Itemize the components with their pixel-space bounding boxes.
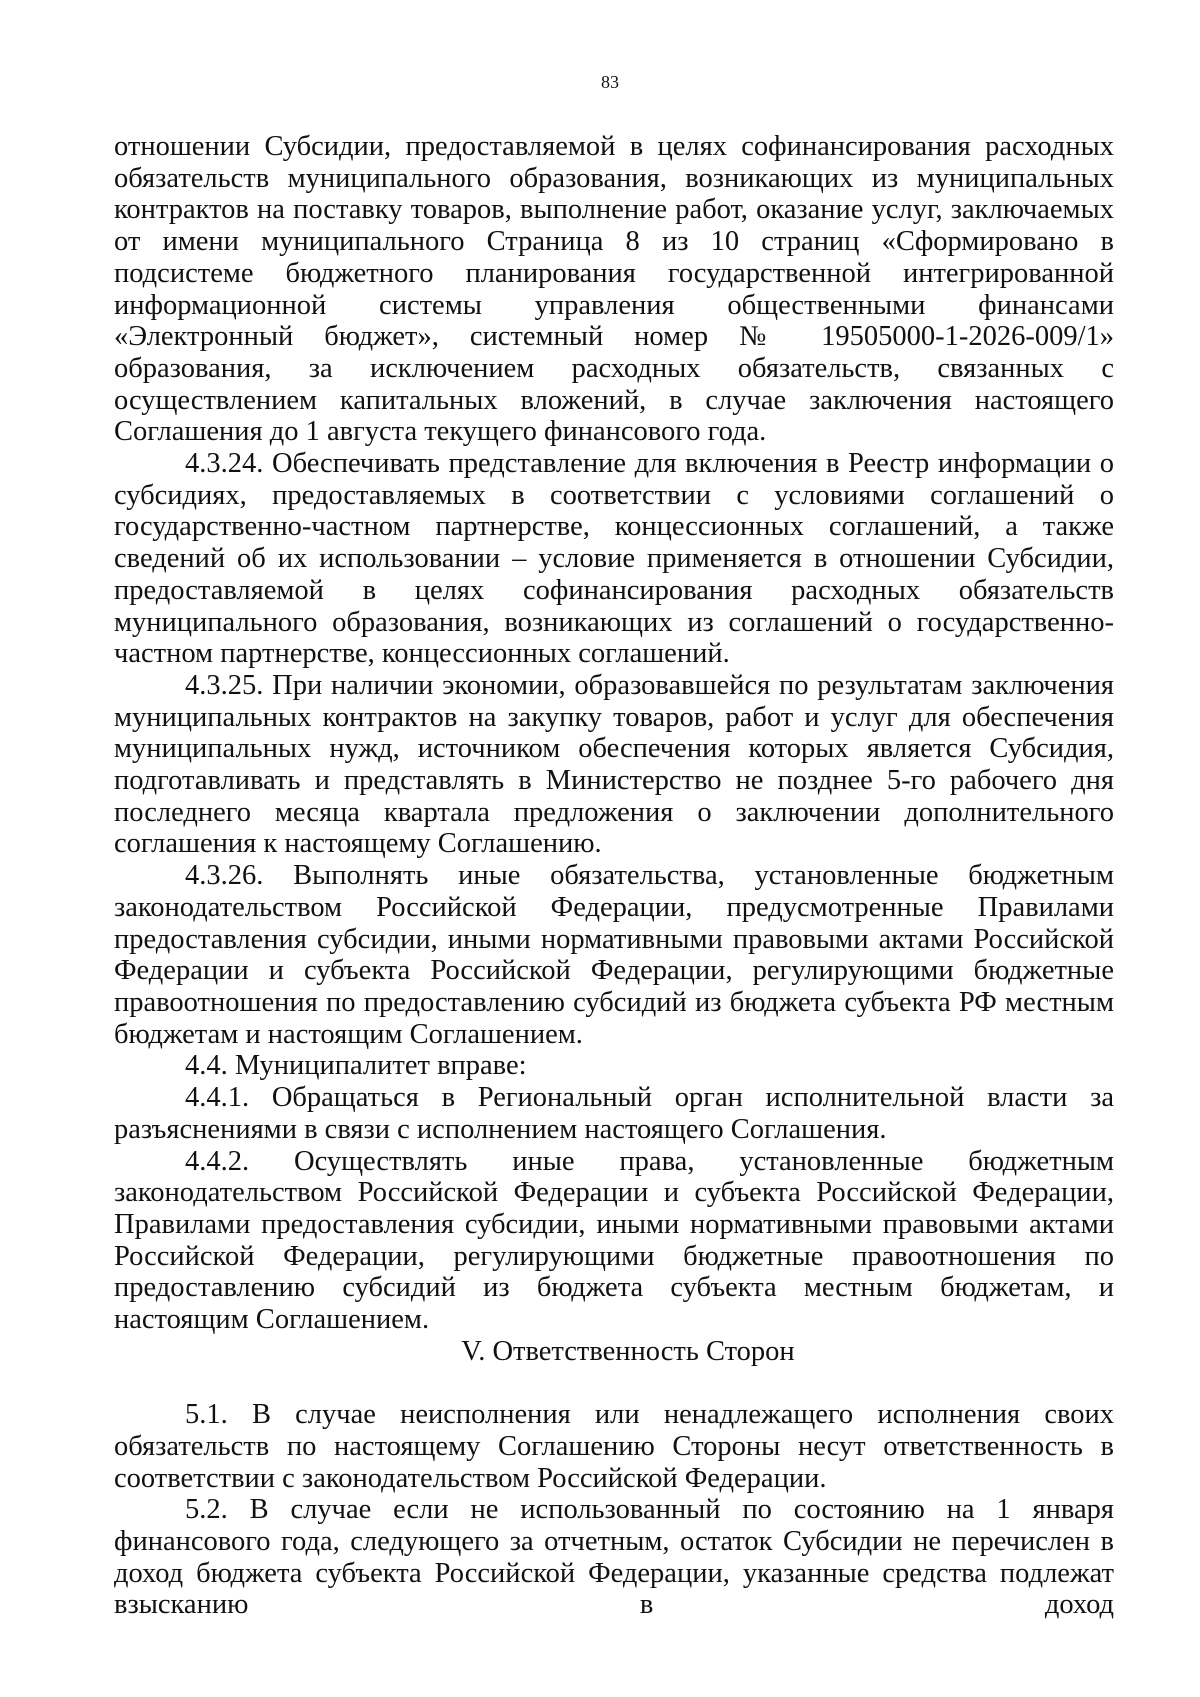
paragraph-4-4-1: 4.4.1. Обращаться в Региональный орган исполнительной власти за разъяснениями в связи с исполнением настоящего Соглашения. — [114, 1082, 1114, 1145]
paragraph-4-3-26: 4.3.26. Выполнять иные обязательства, установленные бюджетным законодательством Российской Федерации, предусмотренные Правилами предоставления субсидии, иными нормативными правовыми актами Российской Федерации и субъекта Российской Федерации, регулирующими бюджетные правоотношения по предоставлению субсидий из бюджета субъекта РФ местным бюджетам и настоящим Соглашением. — [114, 860, 1114, 1050]
paragraph-4-4-2: 4.4.2. Осуществлять иные права, установленные бюджетным законодательством Российской Федерации и субъекта Российской Федерации, Правилами предоставления субсидии, иными нормативными правовыми актами Российской Федерации, регулирующими бюджетные правоотношения по предоставлению субсидий из бюджета субъекта местным бюджетам, и настоящим Соглашением. — [114, 1145, 1114, 1336]
paragraph-4-4: 4.4. Муниципалитет вправе: — [185, 1050, 527, 1082]
paragraph-4-3-24: 4.3.24. Обеспечивать представление для включения в Реестр информации о субсидиях, предоставляемых в соответствии с условиями соглашений о государственно-частном партнерстве, концессионных соглашений, а также сведений об их использовании – условие применяется в отношении Субсидии, предоставляемой в целях софинансирования расходных обязательств муниципального образования, возникающих из соглашений о государственно-частном партнерстве, концессионных соглашений. — [114, 448, 1114, 670]
page-number: 83 — [601, 72, 619, 92]
paragraph-continuation: отношении Субсидии, предоставляемой в целях софинансирования расходных обязательств муниципального образования, возникающих из муниципальных контрактов на поставку товаров, выполнение работ, оказание услуг, заключаемых от имени муниципального Страница 8 из 10 страниц «Сформировано в подсистеме бюджетного планирования государственной интегрированной информационной системы управления общественными финансами «Электронный бюджет», системный номер № 19505000-1-2026-009/1» образования, за исключением расходных обязательств, связанных с осуществлением капитальных вложений, в случае заключения настоящего Соглашения до 1 августа текущего финансового года. — [114, 131, 1114, 448]
paragraph-5-2: 5.2. В случае если не использованный по состоянию на 1 января финансового года, следующего за отчетным, остаток Субсидии не перечислен в доход бюджета субъекта Российской Федерации, указанные средства подлежат взысканию в доход — [114, 1494, 1114, 1621]
section-heading: V. Ответственность Сторон — [461, 1335, 795, 1367]
document-body — [114, 131, 1114, 1621]
paragraph-4-3-25: 4.3.25. При наличии экономии, образовавшейся по результатам заключения муниципальных контрактов на закупку товаров, работ и услуг для обеспечения муниципальных нужд, источником обеспечения которых является Субсидия, подготавливать и представлять в Министерство не позднее 5-го рабочего дня последнего месяца квартала предложения о заключении дополнительного соглашения к настоящему Соглашению. — [114, 669, 1114, 860]
paragraph-5-1: 5.1. В случае неисполнения или ненадлежащего исполнения своих обязательств по настоящему Соглашению Стороны несут ответственность в соответствии с законодательством Российской Федерации. — [114, 1399, 1114, 1494]
